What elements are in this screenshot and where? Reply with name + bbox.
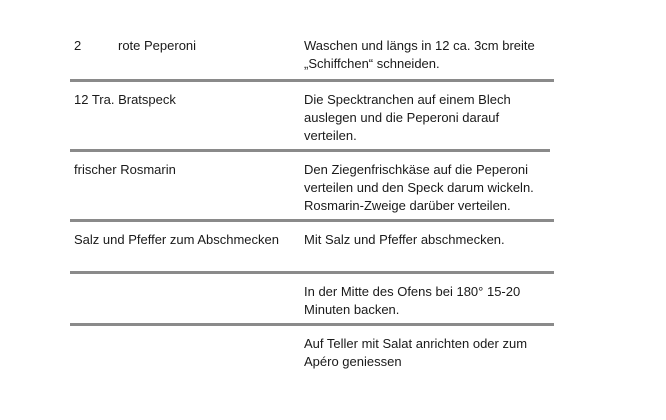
ingredient-cell bbox=[70, 283, 304, 323]
ingredient-cell bbox=[70, 335, 304, 375]
step-cell: Den Ziegenfrischkäse auf die Peperoni verteilen und den Speck darum wickeln. Rosmarin-Zweige darüber verteilen. bbox=[304, 162, 534, 213]
ingredient-cell bbox=[70, 37, 304, 79]
ingredient-cell: frischer Rosmarin bbox=[74, 162, 176, 177]
table-row bbox=[70, 326, 554, 375]
step-cell: Waschen und längs in 12 ca. 3cm breite „Schiffchen“ schneiden. bbox=[304, 38, 535, 71]
table-row bbox=[70, 82, 554, 149]
step-cell: Auf Teller mit Salat anrichten oder zum Apéro geniessen bbox=[304, 336, 528, 369]
step-cell: Mit Salz und Pfeffer abschmecken. bbox=[304, 232, 505, 247]
table-row bbox=[70, 36, 554, 79]
step-cell: In der Mitte des Ofens bei 180° 15-20 Minuten backen. bbox=[304, 284, 521, 317]
ingredient-name: rote Peperoni bbox=[118, 38, 197, 53]
ingredient-quantity: 2 bbox=[74, 38, 82, 53]
recipe-table bbox=[70, 36, 554, 375]
table-row bbox=[70, 222, 554, 271]
table-row bbox=[70, 274, 554, 323]
table-row bbox=[70, 152, 554, 219]
ingredient-cell: Salz und Pfeffer zum Abschmecken bbox=[74, 232, 279, 247]
ingredient-cell: 12 Tra. Bratspeck bbox=[74, 92, 176, 107]
step-cell: Die Specktranchen auf einem Blech auslegen und die Peperoni darauf verteilen. bbox=[304, 92, 511, 143]
